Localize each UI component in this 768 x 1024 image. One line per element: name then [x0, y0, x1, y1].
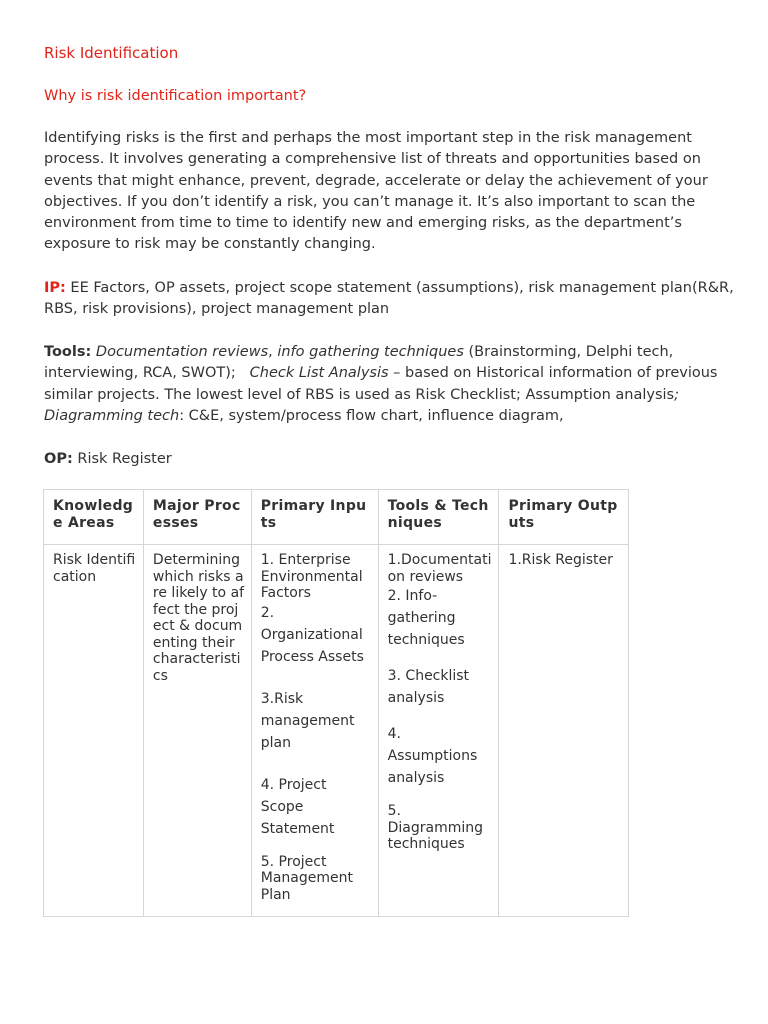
op-paragraph [44, 449, 734, 470]
tools-info-gathering: info gathering techniques [277, 344, 464, 360]
header-tools-techniques: Tools & Techniques [378, 490, 499, 545]
table-row [44, 545, 629, 917]
cell-major-process: Determining which risks are likely to affect the project & documenting their characteristics [143, 545, 251, 917]
cell-primary-inputs [251, 545, 378, 917]
input-item: 3.Risk management plan [260, 690, 355, 751]
tools-diagramming: Diagramming tech [44, 407, 180, 424]
tools-semicolon: ; [674, 386, 679, 403]
tool-item: 3. Checklist analysis [387, 668, 470, 706]
tools-text-2: – based on Historical information of previous similar projects. The lowest level of RBS is used as Risk Checklist; Assumption analysis [44, 365, 718, 403]
tool-item: 4. Assumptions analysis [387, 726, 478, 786]
op-text: Risk Register [72, 451, 172, 467]
tool-item: 2. Info-gathering techniques [387, 588, 465, 648]
tool-item: 5. Diagramming techniques [387, 803, 484, 852]
input-item: 1. Enterprise Environmental Factors [260, 552, 363, 601]
input-item: 2. [260, 604, 275, 621]
header-knowledge-areas: Knowledge Areas [44, 490, 144, 545]
header-major-processes: Major Processes [143, 490, 251, 545]
header-primary-inputs: Primary Inputs [251, 490, 378, 545]
tools-label: Tools: [44, 344, 92, 360]
op-label: OP: [44, 451, 73, 467]
process-table [43, 489, 629, 917]
tools-paragraph [44, 342, 734, 427]
input-item: 5. Project Management Plan [260, 853, 353, 903]
input-item: 4. Project Scope Statement [260, 776, 335, 837]
tools-checklist: Check List Analysis [249, 365, 389, 382]
cell-tools-techniques [378, 545, 499, 917]
tools-text-1: (Brainstorming, Delphi tech, interviewing, RCA, SWOT); [44, 344, 678, 382]
ip-paragraph [44, 278, 734, 321]
section-subtitle: Why is risk identification important? [44, 88, 307, 104]
ip-text: EE Factors, OP assets, project scope statement (assumptions), risk management plan(R&R, RBS, risk provisions), project management plan [44, 280, 734, 318]
page-title: Risk Identification [44, 44, 179, 62]
ip-label: IP: [44, 280, 66, 296]
tool-item: 1.Documentation reviews [387, 552, 492, 585]
input-item: Organizational Process Assets [260, 626, 364, 665]
tools-text-3: : C&E, system/process flow chart, influence diagram, [179, 407, 564, 424]
tools-sep: , [268, 344, 278, 360]
cell-primary-outputs: 1.Risk Register [499, 545, 629, 917]
cell-knowledge-area: Risk Identification [44, 545, 144, 917]
header-primary-outputs: Primary Outputs [499, 490, 629, 545]
table-header-row [44, 490, 629, 545]
intro-paragraph: Identifying risks is the first and perhaps the most important step in the risk management process. It involves generating a comprehensive list of threats and opportunities based on events that might enhance, prevent, degrade, accelerate or delay the achievement of your objectives. If you don’t identify a risk, you can’t manage it. It’s also important to scan the environment from time to time to identify new and emerging risks, as the department’s exposure to risk may be constantly changing. [44, 130, 708, 253]
tools-doc-reviews: Documentation reviews [95, 344, 269, 360]
